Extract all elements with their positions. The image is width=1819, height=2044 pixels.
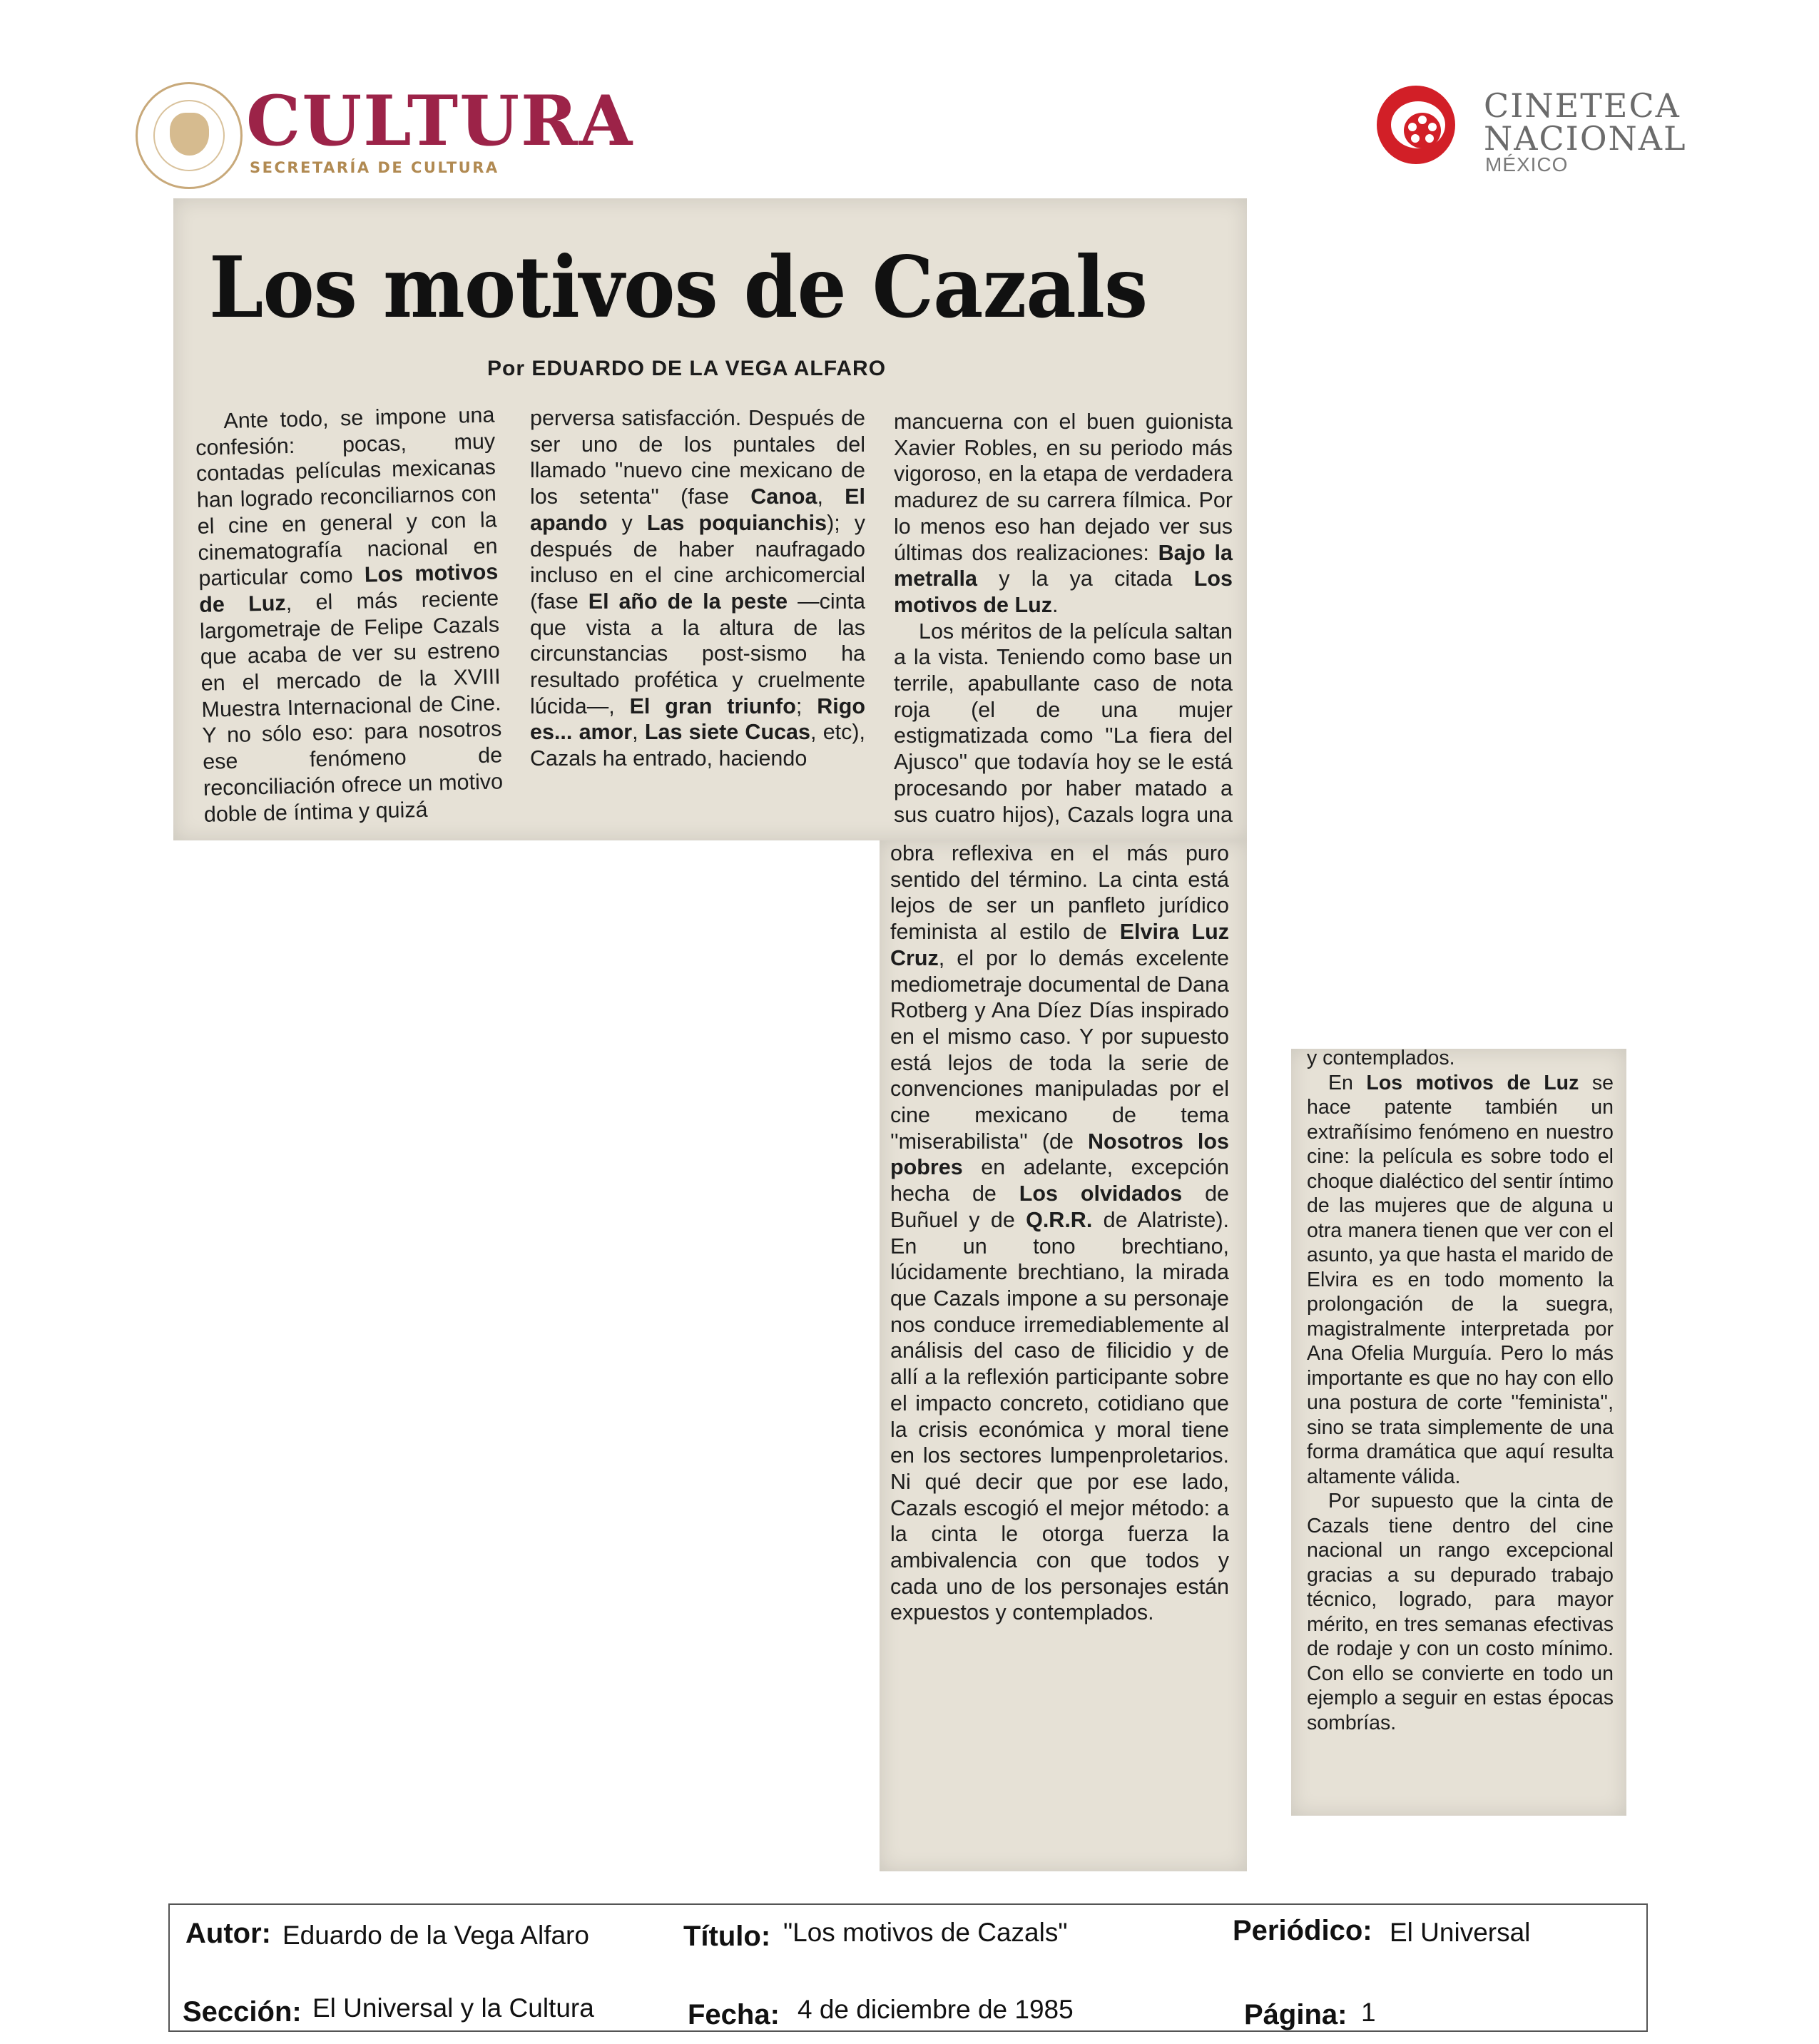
bold-title: Canoa: [750, 484, 817, 509]
bold-title: Las siete Cucas: [644, 720, 810, 745]
seccion-value: El Universal y la Cultura: [312, 1993, 594, 2023]
cultura-logo: [136, 81, 634, 189]
fecha-label: Fecha:: [688, 1999, 780, 2030]
metadata-table: [168, 1903, 1648, 2032]
bold-title: Q.R.R.: [1026, 1207, 1093, 1232]
column-paragraph: En Los motivos de Luz se hace patente también un extrañísimo fenómeno en nuestro cine: la película es sobre todo el choque dialéctico del sentir íntimo de las mujeres que de alguna u otra manera tienen que ver con el asunto, ya que hasta el marido de Elvira es en todo momento la prolongación de la suegra, magistralmente interpretada por Ana Ofelia Murguía. Pero lo más importante es que no hay con ello una postura de corte ''feminista'', sino se trata simplemente de una forma dramática que aquí resulta altamente válida.: [1307, 1071, 1614, 1488]
bold-title: El gran triunfo: [629, 693, 796, 718]
titulo-value: "Los motivos de Cazals": [783, 1918, 1068, 1947]
article-column-3-continued: [890, 840, 1229, 1626]
cineteca-country: MÉXICO: [1485, 153, 1569, 176]
autor-value: Eduardo de la Vega Alfaro: [282, 1921, 589, 1950]
column-paragraph: Los méritos de la película saltan a la vista. Teniendo como base un terrile, apabullante caso de nota roja (el de una mujer estigmatizada como ''La fiera del Ajusco'' que todavía hoy se le está procesando por haber matado a sus cuatro hijos), Cazals logra una: [894, 619, 1233, 827]
cineteca-name: CINETECA NACIONAL: [1484, 86, 1687, 158]
titulo-label: Título:: [683, 1921, 771, 1952]
mexican-seal-icon: [136, 82, 243, 189]
article-column-4: [1307, 1049, 1614, 1735]
column-paragraph: Ante todo, se impone una confesión: pocas, muy contadas películas mexicanas han logrado reconciliarnos con el cine en general y con la cinematografía nacional en particular como Los motivos de Luz, el más reciente largometraje de Felipe Cazals que acaba de ver su estreno en el mercado de la XVIII Muestra Internacional de Cine. Y no sólo eso: para nosotros ese fenómeno de reconciliación ofrece un motivo doble de íntima y quizá: [195, 402, 504, 827]
clipping-column-3: [880, 840, 1247, 1871]
column-paragraph: obra reflexiva en el más puro sentido del término. La cinta está lejos de ser un panfleto jurídico feminista al estilo de Elvira Luz Cruz, el por lo demás excelente mediometraje documental de Dana Rotberg y Ana Díez Días inspirado en el mismo caso. Y por supuesto está lejos de toda la serie de convenciones manipuladas por el cine mexicano de tema ''miserabilista'' (de Nosotros los pobres en adelante, excepción hecha de Los olvidados de Buñuel y de Q.R.R. de Alatriste). En un tono brechtiano, lúcidamente brechtiano, la mirada que Cazals impone a su personaje nos conduce irremediablemente al análisis del caso de filicidio y de allí a la reflexión participante sobre el impacto concreto, cotidiano que la crisis económica y moral tiene en los sectores lumpenproletarios. Ni qué decir que por ese lado, Cazals escogió el mejor método: a la cinta le otorga fuerza la ambivalencia con que todos y cada uno de los personajes están expuestos y contemplados.: [890, 841, 1229, 1625]
column-paragraph: Por supuesto que la cinta de Cazals tiene dentro del cine nacional un rango excepcional gracias a su depurado trabajo técnico, logrado, para mayor mérito, en tres semanas efectivas de rodaje y con un costo mínimo. Con ello se convierte en todo un ejemplo a seguir en estas épocas sombrías.: [1307, 1490, 1614, 1734]
bold-title: Los olvidados: [1019, 1181, 1183, 1206]
pagina-value: 1: [1361, 1998, 1376, 2027]
column-paragraph: perversa satisfacción. Después de ser uno de los puntales del llamado ''nuevo cine mexicano de los setenta'' (fase Canoa, El apando y Las poquianchis); y después de haber naufragado incluso en el cine archicomercial (fase El año de la peste —cinta que vista a la altura de las circunstancias post-sismo ha resultado profética y cruelmente lúcida—, El gran triunfo; Rigo es... amor, Las siete Cucas, etc), Cazals ha entrado, haciendo: [530, 406, 866, 771]
bold-title: Bajo la metralla: [894, 540, 1233, 591]
cultura-title: CULTURA: [246, 81, 634, 161]
article-column-2: [530, 405, 865, 772]
periodico-value: El Universal: [1390, 1918, 1531, 1947]
fecha-value: 4 de diciembre de 1985: [798, 1995, 1074, 2024]
periodico-label: Periódico:: [1233, 1915, 1372, 1946]
bold-title: El año de la peste: [588, 589, 788, 614]
cultura-subtitle: SECRETARÍA DE CULTURA: [250, 159, 499, 176]
article-column-1: [195, 402, 504, 828]
column-paragraph: mancuerna con el buen guionista Xavier Robles, en su periodo más vigoroso, en la etapa de verdadera madurez de su carrera fílmica. Por lo menos eso han dejado ver sus últimas dos realizaciones: Bajo la metralla y la ya citada Los motivos de Luz.: [894, 410, 1233, 617]
article-headline: Los motivos de Cazals: [209, 238, 1148, 337]
article-byline: Por EDUARDO DE LA VEGA ALFARO: [487, 357, 887, 380]
bold-title: Elvira Luz Cruz: [890, 920, 1229, 970]
clipping-column-4: [1291, 1049, 1626, 1816]
bold-title: Las poquianchis: [646, 510, 827, 535]
film-reel-icon: [1377, 86, 1455, 164]
bold-title: Los motivos de Luz: [894, 566, 1233, 617]
column-fragment: y contemplados.: [1307, 1049, 1455, 1069]
bold-title: Los motivos de Luz: [1366, 1071, 1579, 1094]
bold-title: Nosotros los pobres: [890, 1129, 1229, 1180]
clipping-main: [173, 198, 1247, 840]
pagina-label: Página:: [1244, 1999, 1347, 2030]
autor-label: Autor:: [185, 1918, 271, 1949]
article-column-3-top: [894, 409, 1233, 828]
cineteca-logo: [1377, 82, 1698, 182]
bold-title: El apando: [530, 484, 865, 535]
seccion-label: Sección:: [183, 1996, 302, 2028]
bold-title: Los motivos de Luz: [198, 559, 499, 617]
bold-title: Rigo es... amor: [530, 693, 866, 745]
